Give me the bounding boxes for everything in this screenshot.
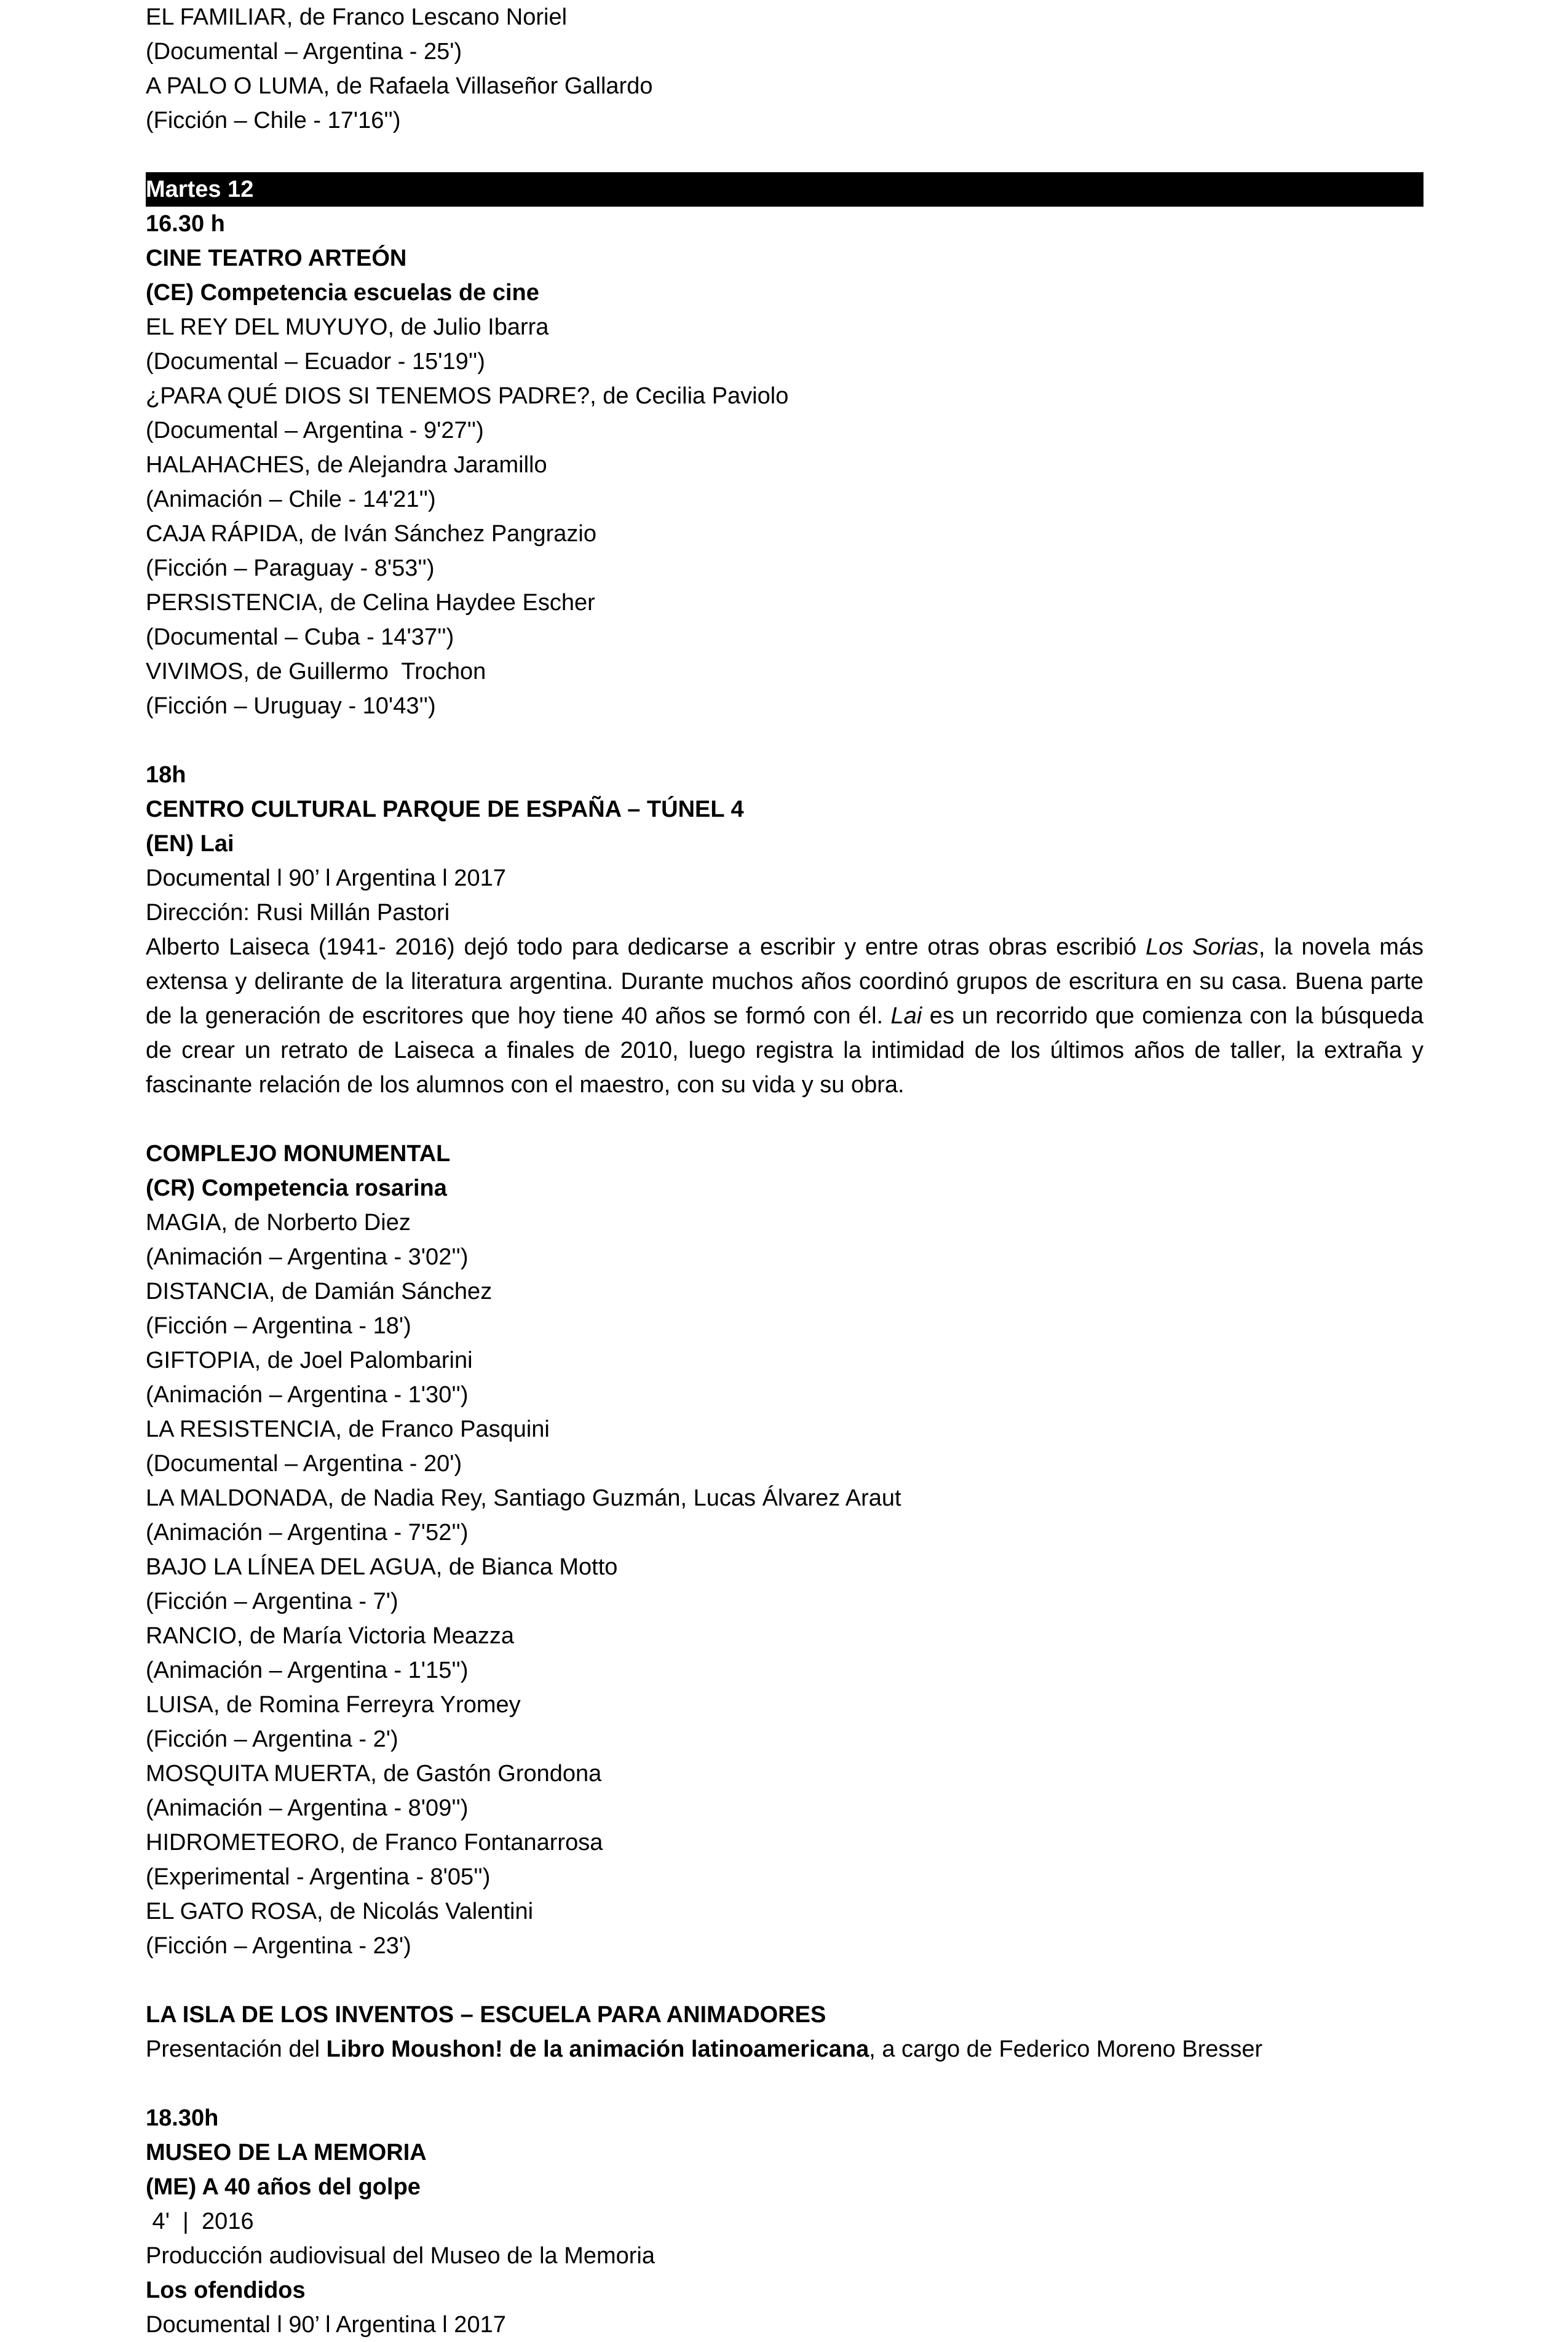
film-description: Producción audiovisual del Museo de la Memoria <box>146 2243 655 2269</box>
screening-time: 16.30 h <box>146 211 225 237</box>
film-details: (Animación – Argentina - 1'30'') <box>146 1382 469 1408</box>
film-details: (Documental – Argentina - 25') <box>146 39 462 65</box>
film-meta: Documental l 90’ l Argentina l 2017 <box>146 2312 506 2338</box>
top-block <box>146 0 1423 138</box>
film-details: (Animación – Chile - 14'21'') <box>146 486 436 512</box>
synopsis-text: Alberto Laiseca (1941- 2016) dejó todo para dedicarse a escribir y entre otras obras escribió <box>146 934 1146 960</box>
section-name: (CR) Competencia rosarina <box>146 1175 447 1201</box>
section-name: (ME) A 40 años del golpe <box>146 2174 421 2200</box>
film-entry: ¿PARA QUÉ DIOS SI TENEMOS PADRE?, de Cecilia Paviolo <box>146 383 789 409</box>
film-entry: CAJA RÁPIDA, de Iván Sánchez Pangrazio <box>146 521 596 547</box>
synopsis-italic-title: Lai <box>890 1003 922 1029</box>
film-details: (Ficción – Argentina - 23') <box>146 1933 411 1959</box>
film-entry: EL FAMILIAR, de Franco Lescano Noriel <box>146 4 568 30</box>
film-entry: VIVIMOS, de Guillermo Trochon <box>146 659 486 685</box>
screening-complejo-monumental <box>146 1137 1423 1963</box>
film-entry: LUISA, de Romina Ferreyra Yromey <box>146 1692 521 1718</box>
film-details: (Ficción – Paraguay - 8'53'') <box>146 555 435 581</box>
venue-name: COMPLEJO MONUMENTAL <box>146 1141 451 1167</box>
film-details: (Animación – Argentina - 8'09'') <box>146 1795 469 1821</box>
film-entry: LA MALDONADA, de Nadia Rey, Santiago Guzmán, Lucas Álvarez Araut <box>146 1485 901 1511</box>
film-details: (Animación – Argentina - 7'52'') <box>146 1520 469 1546</box>
film-details: (Ficción – Argentina - 2') <box>146 1726 398 1752</box>
day-header: Martes 12 <box>146 172 1423 207</box>
synopsis-text: es un recorrido que comienza con la búsqueda de crear un retrato de Laiseca a finales de 2010, luego registra la intimidad de los últimos años de taller, la extraña y fascinante relación de los alumnos con el maestro, con su vida y su obra. <box>146 1003 1423 1098</box>
film-entry: A PALO O LUMA, de Rafaela Villaseñor Gallardo <box>146 73 653 99</box>
film-entry: DISTANCIA, de Damián Sánchez <box>146 1279 493 1304</box>
film-entry: HALAHACHES, de Alejandra Jaramillo <box>146 452 547 478</box>
screening-time: 18.30h <box>146 2105 219 2131</box>
venue-name: CINE TEATRO ARTEÓN <box>146 245 407 271</box>
film-details: (Animación – Argentina - 1'15'') <box>146 1657 469 1683</box>
synopsis-italic-title: Los Sorias <box>1146 934 1259 960</box>
film-title: Los ofendidos <box>146 2277 306 2303</box>
film-details: (Ficción – Argentina - 18') <box>146 1313 411 1339</box>
presentation-line <box>146 2032 1423 2066</box>
film-details: (Ficción – Argentina - 7') <box>146 1589 398 1614</box>
screening-parque-espana <box>146 758 1423 1102</box>
film-details: (Experimental - Argentina - 8'05'') <box>146 1864 491 1890</box>
film-entry: GIFTOPIA, de Joel Palombarini <box>146 1348 473 1373</box>
venue-name: CENTRO CULTURAL PARQUE DE ESPAÑA – TÚNEL 4 <box>146 796 744 822</box>
film-details: (Documental – Argentina - 20') <box>146 1451 462 1477</box>
film-synopsis <box>146 930 1423 1102</box>
screening-cine-teatro-arteon <box>146 207 1423 723</box>
film-meta: Documental l 90’ l Argentina l 2017 <box>146 865 506 891</box>
screening-museo-memoria <box>146 2101 1423 2342</box>
film-entry: EL GATO ROSA, de Nicolás Valentini <box>146 1899 534 1924</box>
film-entry: RANCIO, de María Victoria Meazza <box>146 1623 515 1649</box>
screening-time: 18h <box>146 762 186 788</box>
film-entry: LA RESISTENCIA, de Franco Pasquini <box>146 1416 550 1442</box>
film-details: (Ficción – Uruguay - 10'43'') <box>146 693 436 719</box>
presentation-text: , a cargo de Federico Moreno Bresser <box>869 2036 1263 2062</box>
event-isla-inventos <box>146 1998 1423 2066</box>
film-details: (Documental – Cuba - 14'37'') <box>146 624 454 650</box>
film-entry: MAGIA, de Norberto Diez <box>146 1210 411 1236</box>
venue-name: LA ISLA DE LOS INVENTOS – ESCUELA PARA ANIMADORES <box>146 2002 826 2028</box>
film-details: (Animación – Argentina - 3'02'') <box>146 1244 469 1270</box>
film-entry: HIDROMETEORO, de Franco Fontanarrosa <box>146 1830 603 1856</box>
film-details: (Documental – Argentina - 9'27'') <box>146 418 484 443</box>
section-name: (EN) Lai <box>146 831 234 857</box>
film-meta: 4' | 2016 <box>146 2209 254 2234</box>
film-entry: BAJO LA LÍNEA DEL AGUA, de Bianca Motto <box>146 1554 618 1580</box>
film-details: (Ficción – Chile - 17'16'') <box>146 108 401 133</box>
synopsis-text: , la novela más extensa y delirante de la literatura argentina. Durante muchos años coordinó grupos de escritura en su casa. Buena parte de la generación de escritores que hoy tiene 40 años se formó con él. <box>146 934 1423 1029</box>
venue-name: MUSEO DE LA MEMORIA <box>146 2140 427 2165</box>
film-entry: EL REY DEL MUYUYO, de Julio Ibarra <box>146 314 549 340</box>
film-entry: MOSQUITA MUERTA, de Gastón Grondona <box>146 1761 602 1787</box>
program-page <box>146 0 1423 2342</box>
film-entry: PERSISTENCIA, de Celina Haydee Escher <box>146 590 595 616</box>
presentation-text: Presentación del <box>146 2036 327 2062</box>
section-name: (CE) Competencia escuelas de cine <box>146 280 539 306</box>
book-title: Libro Moushon! de la animación latinoamericana <box>326 2036 869 2062</box>
film-details: (Documental – Ecuador - 15'19'') <box>146 349 485 375</box>
film-director: Dirección: Rusi Millán Pastori <box>146 900 450 926</box>
